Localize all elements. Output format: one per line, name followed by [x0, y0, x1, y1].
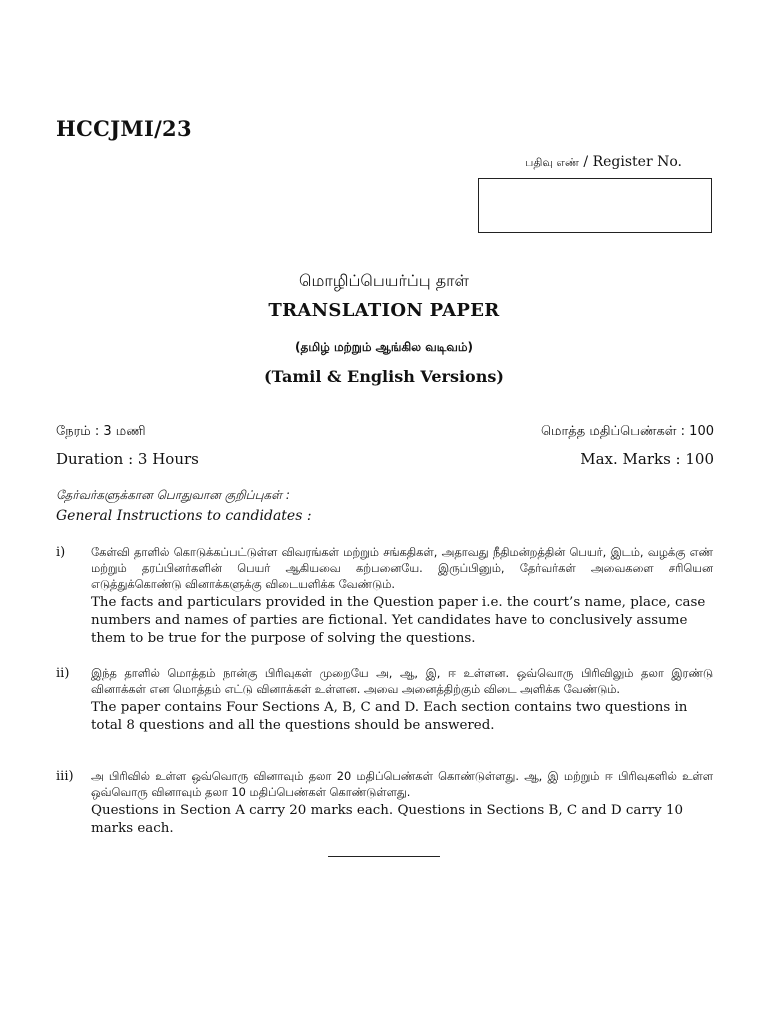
meta-row-tamil	[56, 424, 714, 440]
duration-english: Duration : 3 Hours	[56, 450, 199, 468]
paper-code: HCCJMI/23	[56, 116, 192, 141]
instruction-text-tamil: அ பிரிவில் உள்ள ஒவ்வொரு வினாவும் தலா 20 மதிப்பெண்கள் கொண்டுள்ளது. ஆ, இ மற்றும் ஈ பிரிவுகளில் உள்ள ஒவ்வொரு வினாவும் தலா 10 மதிப்பெண்கள் கொண்டுள்ளது.	[91, 769, 713, 799]
max-marks-tamil: மொத்த மதிப்பெண்கள் : 100	[540, 424, 714, 439]
instruction-number: iii)	[56, 769, 74, 784]
versions-english: (Tamil & English Versions)	[264, 367, 504, 386]
duration-tamil: நேரம் : 3 மணி	[56, 424, 146, 439]
max-marks-english: Max. Marks : 100	[580, 450, 714, 468]
title-tamil: மொழிப்பெயர்ப்பு தாள்	[299, 271, 469, 290]
instruction-number: i)	[56, 545, 66, 560]
versions-tamil: (தமிழ் மற்றும் ஆங்கில வடிவம்)	[295, 340, 473, 354]
instruction-item	[91, 544, 713, 648]
instruction-text-tamil: கேள்வி தாளில் கொடுக்கப்பட்டுள்ள விவரங்கள் மற்றும் சங்கதிகள், அதாவது நீதிமன்றத்தின் பெயர், இடம், வழக்கு எண் மற்றும் தரப்பினர்களின் பெயர் ஆகியவை கற்பனையே. இருப்பினும், தேர்வர்கள் அவைகளை சரியென எடுத்துக்கொண்டு வினாக்களுக்கு விடையளிக்க வேண்டும்.	[91, 545, 713, 591]
register-label-separator: /	[578, 154, 593, 170]
register-number-box[interactable]	[478, 178, 712, 233]
register-number-label	[476, 154, 682, 171]
instruction-text-english: Questions in Section A carry 20 marks each. Questions in Sections B, C and D carry 10 marks each.	[91, 803, 683, 836]
instructions-heading-english: General Instructions to candidates :	[56, 508, 312, 524]
register-label-tamil: பதிவு எண்	[525, 156, 579, 169]
instruction-item	[91, 665, 713, 735]
instruction-text-tamil: இந்த தாளில் மொத்தம் நான்கு பிரிவுகள் முறையே அ, ஆ, இ, ஈ உள்ளன. ஒவ்வொரு பிரிவிலும் தலா இரண்டு வினாக்கள் என மொத்தம் எட்டு வினாக்கள் உள்ளன. அவை அனைத்திற்கும் விடை அளிக்க வேண்டும்.	[91, 666, 713, 696]
instructions-heading-tamil: தேர்வர்களுக்கான பொதுவான குறிப்புகள் :	[56, 488, 290, 502]
end-rule	[328, 856, 440, 857]
instruction-number: ii)	[56, 666, 70, 681]
instruction-item	[91, 768, 713, 838]
instruction-text-english: The paper contains Four Sections A, B, C and D. Each section contains two questions in total 8 questions and all the questions should be answered.	[91, 700, 688, 733]
meta-row-english	[56, 450, 714, 468]
title-english: TRANSLATION PAPER	[268, 300, 500, 321]
register-label-english: Register No.	[592, 154, 682, 170]
instruction-text-english: The facts and particulars provided in the Question paper i.e. the court’s name, place, case numbers and names of parties are fictional. Yet candidates have to conclusively assume them to be true for the purpose of solving the questions.	[91, 595, 706, 646]
